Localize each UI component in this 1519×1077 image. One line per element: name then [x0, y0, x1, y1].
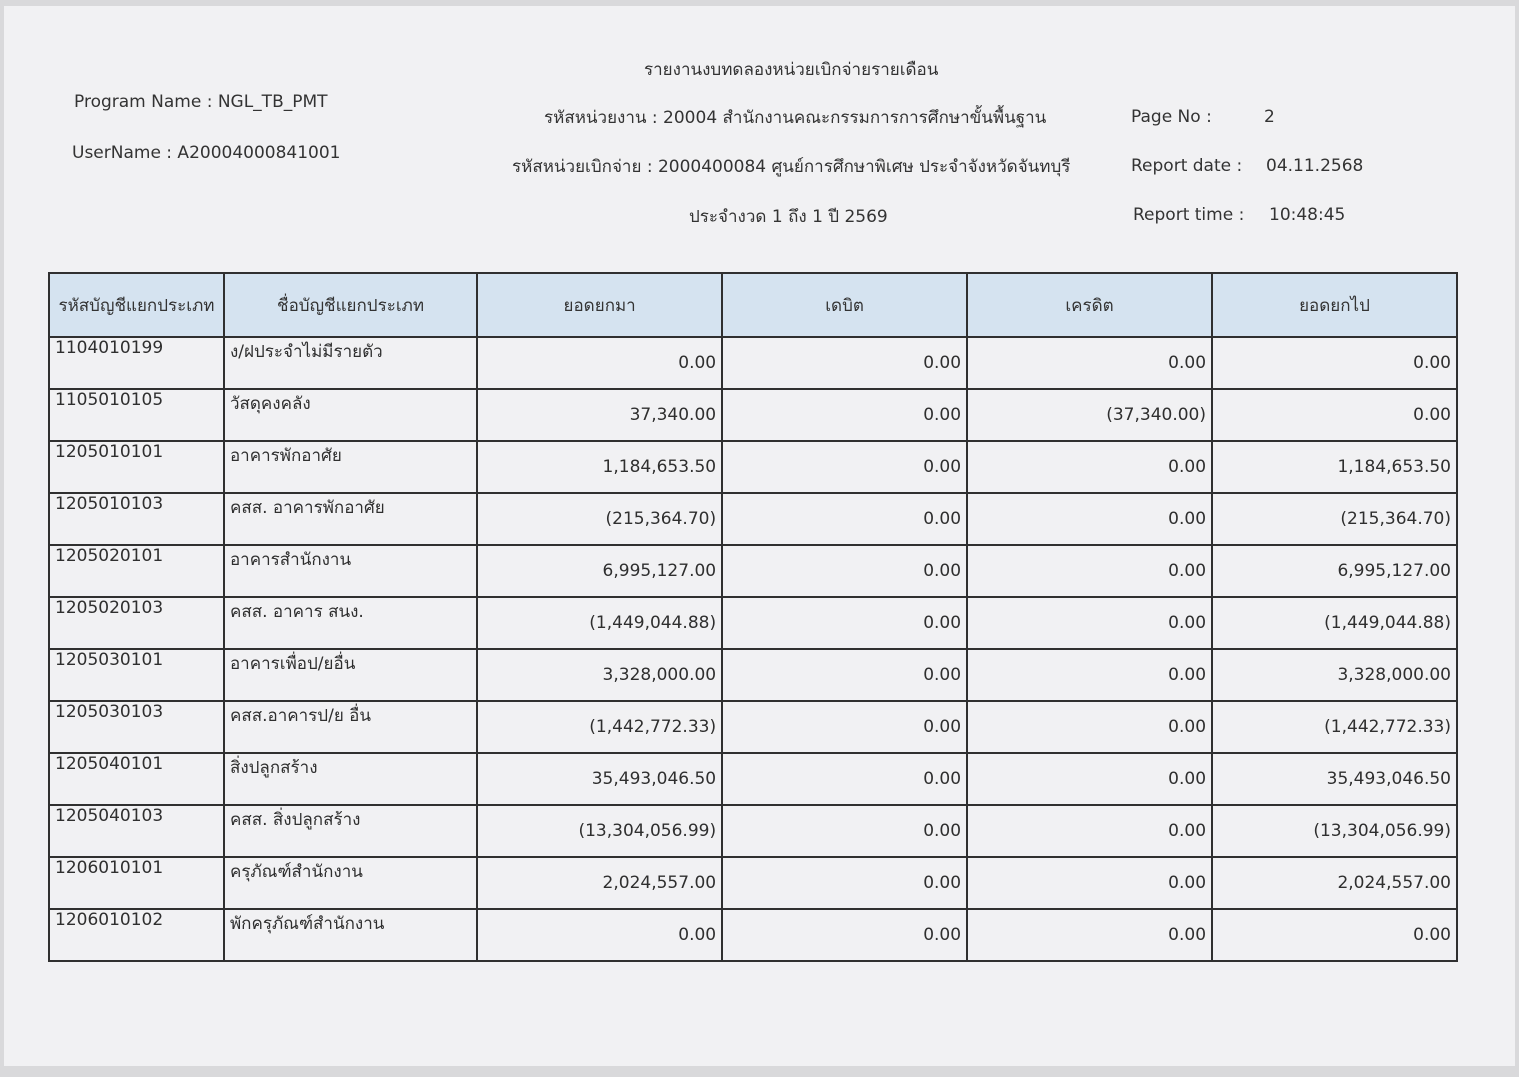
- column-header-carried-forward: ยอดยกไป: [1212, 273, 1457, 337]
- credit-cell: 0.00: [967, 441, 1212, 493]
- account-name-cell: วัสดุคงคลัง: [224, 389, 477, 441]
- column-header-credit: เครดิต: [967, 273, 1212, 337]
- carried-forward-cell: 1,184,653.50: [1212, 441, 1457, 493]
- report-date-label: Report date :: [1131, 156, 1243, 176]
- account-name-cell: สิ่งปลูกสร้าง: [224, 753, 477, 805]
- account-code-cell: 1104010199: [49, 337, 224, 389]
- account-name-cell: ง/ฝประจำไม่มีรายตัว: [224, 337, 477, 389]
- table-row: [49, 649, 1457, 701]
- carried-forward-cell: 35,493,046.50: [1212, 753, 1457, 805]
- account-code-cell: 1205020101: [49, 545, 224, 597]
- account-code-cell: 1205030103: [49, 701, 224, 753]
- program-name: Program Name : NGL_TB_PMT: [74, 92, 328, 112]
- brought-forward-cell: (1,449,044.88): [477, 597, 722, 649]
- table-row: [49, 753, 1457, 805]
- brought-forward-cell: 0.00: [477, 337, 722, 389]
- brought-forward-cell: 1,184,653.50: [477, 441, 722, 493]
- credit-cell: 0.00: [967, 805, 1212, 857]
- user-name: UserName : A20004000841001: [72, 143, 341, 163]
- table-row: [49, 857, 1457, 909]
- table-row: [49, 389, 1457, 441]
- column-header-debit: เดบิต: [722, 273, 967, 337]
- debit-cell: 0.00: [722, 597, 967, 649]
- table-row: [49, 545, 1457, 597]
- brought-forward-cell: (13,304,056.99): [477, 805, 722, 857]
- account-name-cell: อาคารพักอาศัย: [224, 441, 477, 493]
- brought-forward-cell: (215,364.70): [477, 493, 722, 545]
- table-header-row: [49, 273, 1457, 337]
- period-line: ประจำงวด 1 ถึง 1 ปี 2569: [689, 207, 888, 227]
- report-title: รายงานงบทดลองหน่วยเบิกจ่ายรายเดือน: [644, 60, 939, 80]
- carried-forward-cell: 6,995,127.00: [1212, 545, 1457, 597]
- brought-forward-cell: 6,995,127.00: [477, 545, 722, 597]
- account-name-cell: คสส. อาคาร สนง.: [224, 597, 477, 649]
- table-row: [49, 909, 1457, 961]
- brought-forward-cell: 35,493,046.50: [477, 753, 722, 805]
- account-code-cell: 1205040103: [49, 805, 224, 857]
- account-code-cell: 1205030101: [49, 649, 224, 701]
- account-code-cell: 1205040101: [49, 753, 224, 805]
- credit-cell: 0.00: [967, 649, 1212, 701]
- debit-cell: 0.00: [722, 493, 967, 545]
- debit-cell: 0.00: [722, 857, 967, 909]
- table-row: [49, 597, 1457, 649]
- credit-cell: 0.00: [967, 701, 1212, 753]
- carried-forward-cell: (1,442,772.33): [1212, 701, 1457, 753]
- debit-cell: 0.00: [722, 545, 967, 597]
- column-header-account-code: รหัสบัญชีแยกประเภท: [49, 273, 224, 337]
- account-name-cell: คสส. สิ่งปลูกสร้าง: [224, 805, 477, 857]
- account-code-cell: 1205010103: [49, 493, 224, 545]
- carried-forward-cell: 2,024,557.00: [1212, 857, 1457, 909]
- credit-cell: 0.00: [967, 753, 1212, 805]
- brought-forward-cell: 0.00: [477, 909, 722, 961]
- account-name-cell: พักครุภัณฑ์สำนักงาน: [224, 909, 477, 961]
- account-name-cell: ครุภัณฑ์สำนักงาน: [224, 857, 477, 909]
- debit-cell: 0.00: [722, 389, 967, 441]
- credit-cell: 0.00: [967, 545, 1212, 597]
- page-number-value: 2: [1264, 107, 1275, 127]
- report-date-value: 04.11.2568: [1266, 156, 1364, 176]
- carried-forward-cell: 0.00: [1212, 909, 1457, 961]
- account-name-cell: คสส.อาคารป/ย อื่น: [224, 701, 477, 753]
- trial-balance-table: [48, 272, 1458, 962]
- table-row: [49, 337, 1457, 389]
- debit-cell: 0.00: [722, 753, 967, 805]
- brought-forward-cell: 2,024,557.00: [477, 857, 722, 909]
- account-code-cell: 1206010102: [49, 909, 224, 961]
- report-time-label: Report time :: [1133, 205, 1245, 225]
- carried-forward-cell: 3,328,000.00: [1212, 649, 1457, 701]
- debit-cell: 0.00: [722, 805, 967, 857]
- disbursing-unit-line: รหัสหน่วยเบิกจ่าย : 2000400084 ศูนย์การศึกษาพิเศษ ประจำจังหวัดจันทบุรี: [512, 157, 1071, 177]
- carried-forward-cell: (1,449,044.88): [1212, 597, 1457, 649]
- debit-cell: 0.00: [722, 701, 967, 753]
- table-row: [49, 493, 1457, 545]
- account-name-cell: อาคารเพื่อป/ยอื่น: [224, 649, 477, 701]
- credit-cell: 0.00: [967, 857, 1212, 909]
- column-header-account-name: ชื่อบัญชีแยกประเภท: [224, 273, 477, 337]
- account-code-cell: 1206010101: [49, 857, 224, 909]
- credit-cell: 0.00: [967, 493, 1212, 545]
- account-code-cell: 1205010101: [49, 441, 224, 493]
- debit-cell: 0.00: [722, 337, 967, 389]
- department-line: รหัสหน่วยงาน : 20004 สำนักงานคณะกรรมการการศึกษาขั้นพื้นฐาน: [544, 108, 1047, 128]
- account-name-cell: อาคารสำนักงาน: [224, 545, 477, 597]
- carried-forward-cell: 0.00: [1212, 337, 1457, 389]
- brought-forward-cell: 37,340.00: [477, 389, 722, 441]
- credit-cell: 0.00: [967, 337, 1212, 389]
- carried-forward-cell: (13,304,056.99): [1212, 805, 1457, 857]
- account-name-cell: คสส. อาคารพักอาศัย: [224, 493, 477, 545]
- column-header-brought-forward: ยอดยกมา: [477, 273, 722, 337]
- table-row: [49, 441, 1457, 493]
- debit-cell: 0.00: [722, 441, 967, 493]
- carried-forward-cell: 0.00: [1212, 389, 1457, 441]
- debit-cell: 0.00: [722, 649, 967, 701]
- carried-forward-cell: (215,364.70): [1212, 493, 1457, 545]
- account-code-cell: 1205020103: [49, 597, 224, 649]
- credit-cell: (37,340.00): [967, 389, 1212, 441]
- brought-forward-cell: 3,328,000.00: [477, 649, 722, 701]
- brought-forward-cell: (1,442,772.33): [477, 701, 722, 753]
- credit-cell: 0.00: [967, 909, 1212, 961]
- page-number-label: Page No :: [1131, 107, 1212, 127]
- account-code-cell: 1105010105: [49, 389, 224, 441]
- table-row: [49, 805, 1457, 857]
- debit-cell: 0.00: [722, 909, 967, 961]
- credit-cell: 0.00: [967, 597, 1212, 649]
- table-row: [49, 701, 1457, 753]
- report-time-value: 10:48:45: [1269, 205, 1346, 225]
